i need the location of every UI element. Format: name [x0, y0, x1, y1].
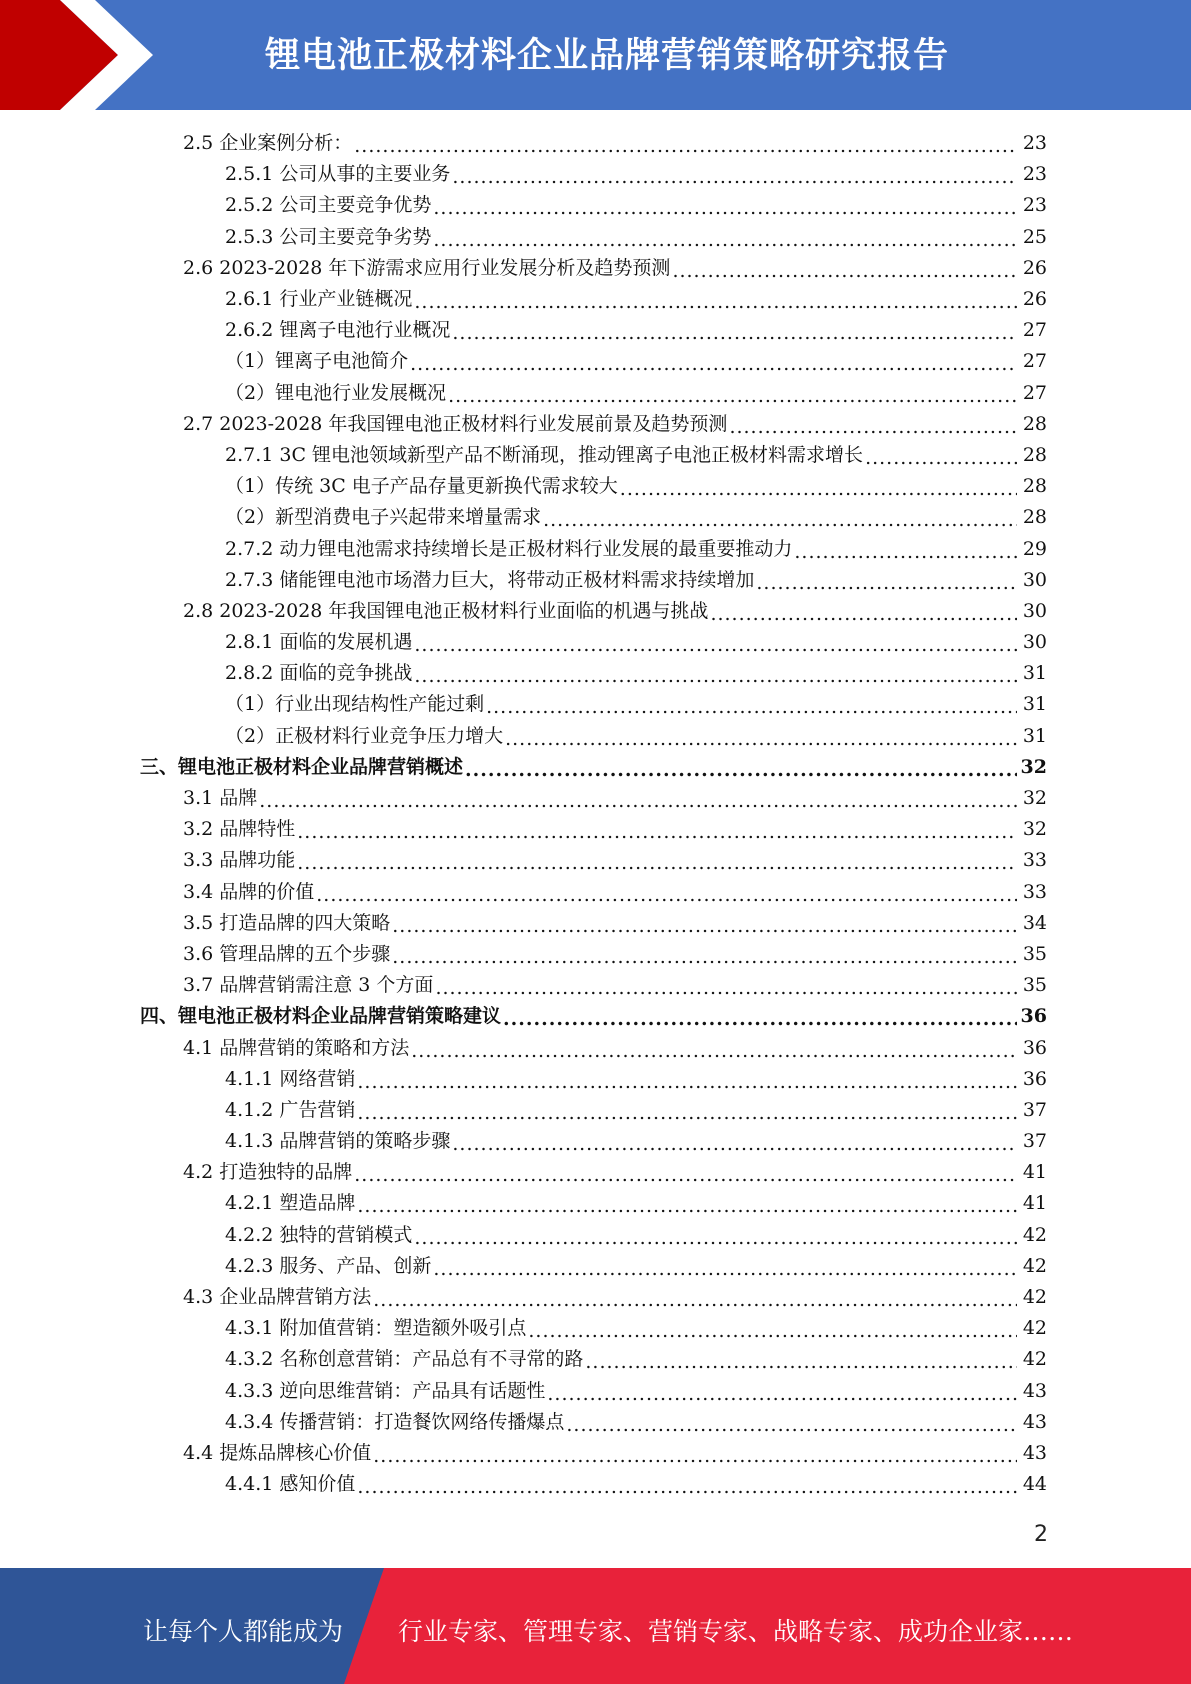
- toc-entry[interactable]: [0, 284, 1191, 315]
- toc-entry[interactable]: [0, 1032, 1191, 1063]
- toc-entry-label: 2.6.1 行业产业链概况: [225, 288, 413, 311]
- toc-entry[interactable]: [0, 159, 1191, 190]
- toc-leader-dots: [433, 199, 1017, 218]
- toc-entry-label: 4.2.2 独特的营销模式: [225, 1223, 413, 1246]
- toc-leader-dots: [566, 1416, 1017, 1435]
- toc-leader-dots: [794, 543, 1017, 562]
- toc-entry-page: 36: [1020, 1005, 1047, 1028]
- toc-leader-dots: [547, 1385, 1017, 1404]
- toc-entry[interactable]: [0, 970, 1191, 1001]
- toc-entry[interactable]: [0, 346, 1191, 377]
- toc-entry-page: 42: [1022, 1317, 1047, 1340]
- toc-entry-page: 42: [1022, 1223, 1047, 1246]
- toc-entry-page: 23: [1022, 132, 1047, 155]
- toc-entry-page: 33: [1022, 880, 1047, 903]
- toc-entry[interactable]: [0, 1095, 1191, 1126]
- toc-leader-dots: [373, 1447, 1017, 1466]
- toc-entry-page: 36: [1022, 1067, 1047, 1090]
- header-band: [0, 0, 1191, 110]
- toc-entry-page: 43: [1022, 1410, 1047, 1433]
- toc-entry-label: 3.3 品牌功能: [183, 849, 296, 872]
- toc-leader-dots: [543, 511, 1017, 530]
- toc-entry-label: 4.3.2 名称创意营销：产品总有不寻常的路: [225, 1348, 584, 1371]
- toc-entry-page: 37: [1022, 1130, 1047, 1153]
- toc-entry[interactable]: [0, 222, 1191, 253]
- toc-leader-dots: [357, 1197, 1017, 1216]
- toc-entry[interactable]: [0, 1282, 1191, 1313]
- toc-entry-page: 34: [1022, 911, 1047, 934]
- toc-entry-label: 2.8.2 面临的竞争挑战: [225, 662, 413, 685]
- toc-entry[interactable]: [0, 1220, 1191, 1251]
- toc-entry-page: 27: [1022, 319, 1047, 342]
- toc-entry[interactable]: [0, 596, 1191, 627]
- toc-leader-dots: [729, 418, 1017, 437]
- toc-leader-dots: [452, 324, 1017, 343]
- toc-leader-dots: [452, 168, 1017, 187]
- toc-leader-dots: [357, 1478, 1017, 1497]
- toc-leader-dots: [452, 1135, 1017, 1154]
- toc-entry-label: 2.5 企业案例分析：: [183, 132, 353, 155]
- toc-entry-page: 41: [1022, 1192, 1047, 1215]
- toc-entry-page: 25: [1022, 225, 1047, 248]
- toc-entry[interactable]: [0, 1313, 1191, 1344]
- toc-entry-page: 44: [1022, 1473, 1047, 1496]
- toc-entry-label: 2.5.2 公司主要竞争优势: [225, 194, 432, 217]
- toc-entry[interactable]: [0, 1064, 1191, 1095]
- toc-entry-label: 2.6.2 锂离子电池行业概况: [225, 319, 451, 342]
- toc-entry[interactable]: [0, 877, 1191, 908]
- toc-entry-page: 30: [1022, 599, 1047, 622]
- toc-leader-dots: [414, 636, 1017, 655]
- toc-entry-label: 4.2.1 塑造品牌: [225, 1192, 356, 1215]
- toc-entry[interactable]: [0, 502, 1191, 533]
- toc-entry[interactable]: [0, 752, 1191, 783]
- toc-entry[interactable]: [0, 908, 1191, 939]
- toc-entry[interactable]: [0, 721, 1191, 752]
- page-number: 2: [1034, 1522, 1048, 1547]
- toc-entry-label: 4.3.1 附加值营销：塑造额外吸引点: [225, 1317, 527, 1340]
- toc-entry[interactable]: [0, 378, 1191, 409]
- toc-leader-dots: [316, 886, 1017, 905]
- document-title: 锂电池正极材料企业品牌营销策略研究报告: [265, 36, 950, 76]
- toc-entry-label: 2.7.2 动力锂电池需求持续增长是正极材料行业发展的最重要推动力: [225, 537, 793, 560]
- toc-entry-label: 2.7 2023-2028 年我国锂电池正极材料行业发展前景及趋势预测: [183, 412, 728, 435]
- toc-leader-dots: [357, 1104, 1017, 1123]
- toc-entry-page: 28: [1022, 443, 1047, 466]
- toc-entry[interactable]: [0, 1407, 1191, 1438]
- toc-entry-page: 30: [1022, 631, 1047, 654]
- toc-entry-label: 2.5.3 公司主要竞争劣势: [225, 225, 432, 248]
- toc-entry-page: 30: [1022, 568, 1047, 591]
- toc-leader-dots: [433, 1260, 1017, 1279]
- toc-entry-label: （2）锂电池行业发展概况: [225, 381, 447, 404]
- toc-entry-page: 43: [1022, 1379, 1047, 1402]
- toc-entry-page: 27: [1022, 350, 1047, 373]
- toc-entry-label: 4.1.2 广告营销: [225, 1098, 356, 1121]
- toc-entry[interactable]: [0, 190, 1191, 221]
- toc-leader-dots: [373, 1291, 1017, 1310]
- toc-leader-dots: [259, 792, 1017, 811]
- toc-entry[interactable]: [0, 128, 1191, 159]
- toc-entry-label: 3.1 品牌: [183, 787, 258, 810]
- toc-leader-dots: [414, 667, 1017, 686]
- toc-entry-page: 37: [1022, 1098, 1047, 1121]
- toc-entry-page: 31: [1022, 693, 1047, 716]
- toc-entry-page: 42: [1022, 1348, 1047, 1371]
- toc-entry-page: 43: [1022, 1441, 1047, 1464]
- toc-entry-page: 32: [1022, 787, 1047, 810]
- toc-entry[interactable]: [0, 814, 1191, 845]
- toc-entry-page: 32: [1022, 818, 1047, 841]
- toc-entry[interactable]: [0, 1188, 1191, 1219]
- toc-entry[interactable]: [0, 1344, 1191, 1375]
- toc-entry[interactable]: [0, 845, 1191, 876]
- toc-leader-dots: [486, 698, 1017, 717]
- toc-leader-dots: [448, 387, 1017, 406]
- toc-entry-label: 4.3.4 传播营销：打造餐饮网络传播爆点: [225, 1410, 565, 1433]
- footer-slogan-left: 让每个人都能成为: [143, 1617, 344, 1646]
- toc-entry[interactable]: [0, 939, 1191, 970]
- toc-entry-label: 4.1 品牌营销的策略和方法: [183, 1036, 410, 1059]
- toc-entry-label: 4.4 提炼品牌核心价值: [183, 1441, 372, 1464]
- footer-slogan-right: 行业专家、管理专家、营销专家、战略专家、成功企业家……: [398, 1617, 1074, 1646]
- toc-entry-page: 29: [1022, 537, 1047, 560]
- toc-leader-dots: [865, 449, 1017, 468]
- toc-entry[interactable]: [0, 1251, 1191, 1282]
- toc-entry-page: 42: [1022, 1254, 1047, 1277]
- toc-leader-dots: [354, 1166, 1017, 1185]
- toc-entry-label: 3.4 品牌的价值: [183, 880, 315, 903]
- toc-entry[interactable]: [0, 1157, 1191, 1188]
- toc-entry[interactable]: [0, 1001, 1191, 1032]
- toc-entry-page: 31: [1022, 662, 1047, 685]
- toc-entry-page: 33: [1022, 849, 1047, 872]
- toc-entry-label: 2.8.1 面临的发展机遇: [225, 631, 413, 654]
- toc-entry-page: 23: [1022, 194, 1047, 217]
- toc-entry[interactable]: [0, 1376, 1191, 1407]
- toc-entry-page: 26: [1022, 256, 1047, 279]
- toc-leader-dots: [435, 979, 1017, 998]
- toc-leader-dots: [465, 761, 1017, 780]
- toc-entry[interactable]: [0, 471, 1191, 502]
- toc-entry[interactable]: [0, 627, 1191, 658]
- footer-band: [0, 1568, 1191, 1684]
- toc-leader-dots: [672, 262, 1017, 281]
- toc-entry-label: 4.1.3 品牌营销的策略步骤: [225, 1130, 451, 1153]
- toc-entry-page: 32: [1020, 755, 1047, 778]
- toc-entry-label: 四、锂电池正极材料企业品牌营销策略建议: [140, 1005, 502, 1028]
- toc-entry[interactable]: [0, 1438, 1191, 1469]
- toc-leader-dots: [297, 823, 1017, 842]
- toc-leader-dots: [414, 1229, 1017, 1248]
- toc-leader-dots: [392, 917, 1017, 936]
- toc-leader-dots: [756, 574, 1017, 593]
- toc-entry[interactable]: [0, 783, 1191, 814]
- toc-entry[interactable]: [0, 565, 1191, 596]
- toc-leader-dots: [357, 1073, 1017, 1092]
- toc-entry-label: 4.1.1 网络营销: [225, 1067, 356, 1090]
- toc-entry-label: 2.7.1 3C 锂电池领域新型产品不断涌现，推动锂离子电池正极材料需求增长: [225, 443, 864, 466]
- toc-entry-page: 28: [1022, 475, 1047, 498]
- toc-leader-dots: [354, 137, 1017, 156]
- toc-entry-label: （2）新型消费电子兴起带来增量需求: [225, 506, 542, 529]
- toc-entry-label: 3.2 品牌特性: [183, 818, 296, 841]
- toc-leader-dots: [433, 231, 1017, 250]
- toc-leader-dots: [505, 730, 1017, 749]
- toc-entry-label: 4.2 打造独特的品牌: [183, 1161, 353, 1184]
- toc-entry-page: 35: [1022, 974, 1047, 997]
- toc-entry[interactable]: [0, 409, 1191, 440]
- toc-entry-label: 3.6 管理品牌的五个步骤: [183, 942, 391, 965]
- toc-entry-label: （2）正极材料行业竞争压力增大: [225, 724, 504, 747]
- toc-leader-dots: [411, 1042, 1017, 1061]
- toc-entry-label: 2.5.1 公司从事的主要业务: [225, 163, 451, 186]
- toc-entry-page: 28: [1022, 506, 1047, 529]
- toc-entry-page: 31: [1022, 724, 1047, 747]
- toc-entry-page: 26: [1022, 288, 1047, 311]
- toc-entry[interactable]: [0, 1469, 1191, 1500]
- toc-entry-label: 2.7.3 储能锂电池市场潜力巨大，将带动正极材料需求持续增加: [225, 568, 755, 591]
- toc-leader-dots: [710, 605, 1017, 624]
- toc-entry-label: （1）行业出现结构性产能过剩: [225, 693, 485, 716]
- toc-entry-label: 3.5 打造品牌的四大策略: [183, 911, 391, 934]
- toc-leader-dots: [414, 293, 1017, 312]
- toc-entry[interactable]: [0, 1126, 1191, 1157]
- toc-entry-page: 27: [1022, 381, 1047, 404]
- toc-entry-label: 4.4.1 感知价值: [225, 1473, 356, 1496]
- toc-entry[interactable]: [0, 533, 1191, 564]
- toc-leader-dots: [585, 1353, 1017, 1372]
- toc-entry[interactable]: [0, 440, 1191, 471]
- toc-leader-dots: [503, 1010, 1017, 1029]
- toc-entry[interactable]: [0, 658, 1191, 689]
- toc-leader-dots: [410, 355, 1017, 374]
- toc-entry-label: 三、锂电池正极材料企业品牌营销概述: [140, 755, 464, 778]
- toc-entry-label: 4.2.3 服务、产品、创新: [225, 1254, 432, 1277]
- toc-leader-dots: [392, 948, 1017, 967]
- toc-leader-dots: [528, 1322, 1017, 1341]
- toc-entry-label: （1）锂离子电池简介: [225, 350, 409, 373]
- toc-entry-label: （1）传统 3C 电子产品存量更新换代需求较大: [225, 475, 618, 498]
- toc-entry[interactable]: [0, 253, 1191, 284]
- toc-entry[interactable]: [0, 315, 1191, 346]
- toc-entry-label: 4.3 企业品牌营销方法: [183, 1286, 372, 1309]
- toc-leader-dots: [620, 480, 1017, 499]
- toc-entry-label: 2.6 2023-2028 年下游需求应用行业发展分析及趋势预测: [183, 256, 671, 279]
- toc-entry-page: 23: [1022, 163, 1047, 186]
- toc-entry-page: 42: [1022, 1286, 1047, 1309]
- toc-entry-label: 2.8 2023-2028 年我国锂电池正极材料行业面临的机遇与挑战: [183, 599, 709, 622]
- toc-entry-label: 3.7 品牌营销需注意 3 个方面: [183, 974, 434, 997]
- toc-entry-page: 28: [1022, 412, 1047, 435]
- toc-entry-page: 36: [1022, 1036, 1047, 1059]
- toc-entry-page: 35: [1022, 942, 1047, 965]
- toc-entry-label: 4.3.3 逆向思维营销：产品具有话题性: [225, 1379, 546, 1402]
- toc-entry-page: 41: [1022, 1161, 1047, 1184]
- toc-leader-dots: [297, 854, 1017, 873]
- toc-entry[interactable]: [0, 689, 1191, 720]
- table-of-contents: [0, 128, 1191, 1500]
